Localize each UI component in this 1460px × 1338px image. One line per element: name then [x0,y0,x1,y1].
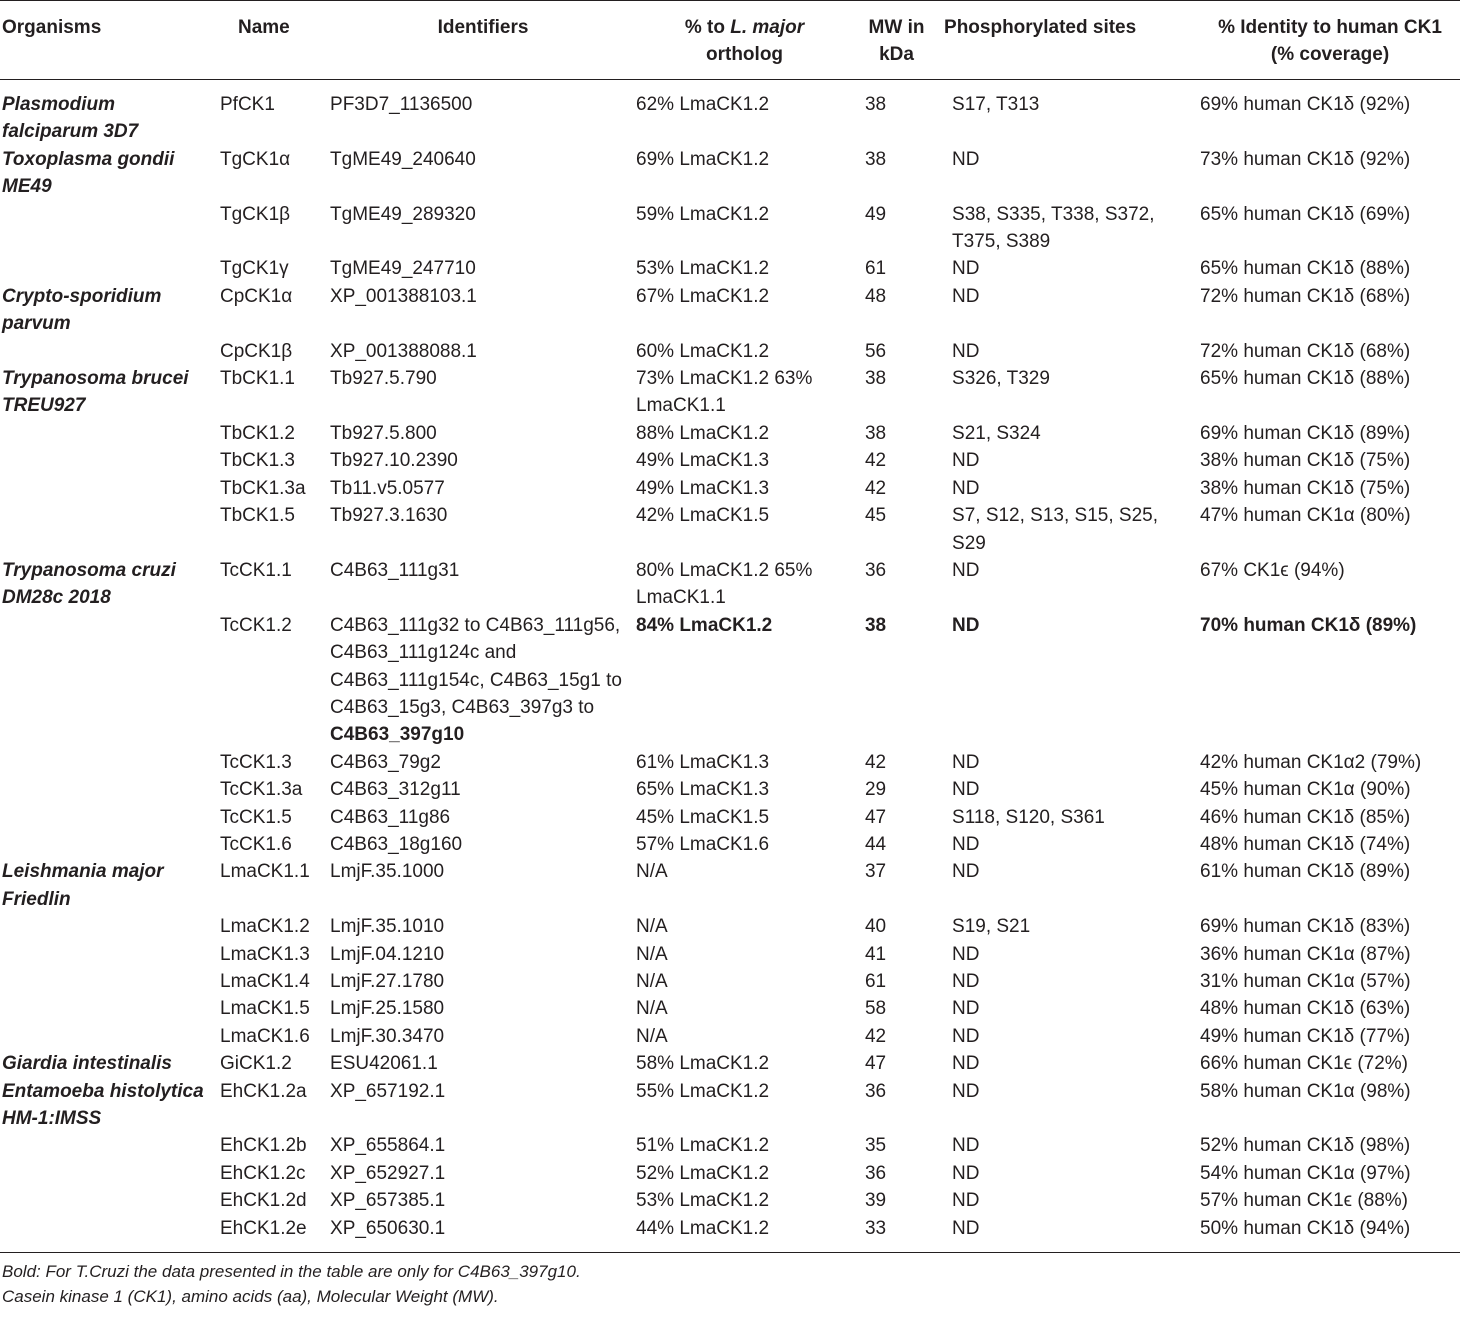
identifier-cell [330,502,636,557]
table-row [0,283,1460,338]
phospho-cell: ND [952,340,980,362]
header-mw [853,1,940,80]
mw-cell: 42 [864,751,887,773]
table-row [0,913,1460,940]
organism-cell [0,255,218,282]
identifier-cell [330,475,636,502]
identity-cell: 57% human CK1ϵ (88%) [1200,1190,1409,1212]
identity-cell: 38% human CK1δ (75%) [1200,450,1411,472]
identifier-cell [330,1078,636,1133]
identifier-cell [330,776,636,803]
phospho-cell: ND [952,861,980,883]
name-cell: EhCK1.2e [220,1217,307,1239]
table-row [0,1023,1460,1050]
lmajor-cell: 80% LmaCK1.2 65% LmaCK1.1 [636,559,813,609]
organism-cell [0,201,218,256]
phospho-cell: S17, T313 [952,94,1040,115]
lmajor-cell: N/A [636,916,668,938]
lmajor-cell: 60% LmaCK1.2 [636,340,770,362]
identity-cell: 47% human CK1α (80%) [1200,505,1411,527]
phospho-cell: ND [952,477,980,499]
organism-cell: Trypanosoma brucei TREU927 [2,368,189,417]
name-cell: EhCK1.2d [220,1190,307,1212]
name-cell: LmaCK1.4 [220,971,310,992]
header-mw-line2: kDa [879,44,914,65]
lmajor-cell: 59% LmaCK1.2 [636,203,770,225]
lmajor-cell: N/A [636,861,668,883]
mw-cell: 36 [864,1080,887,1102]
name-cell: TcCK1.1 [220,559,292,581]
identifier-text: PF3D7_1136500 [330,94,473,115]
name-cell: LmaCK1.2 [220,916,310,938]
name-cell: TbCK1.3a [220,477,306,499]
identity-cell: 36% human CK1α (87%) [1200,943,1411,965]
table-row [0,146,1460,201]
mw-cell: 49 [864,203,887,225]
mw-cell: 36 [864,1162,887,1184]
phospho-cell: ND [952,1080,980,1102]
table-row [0,201,1460,256]
lmajor-cell: 62% LmaCK1.2 [636,94,770,115]
table-row [0,941,1460,968]
identifier-text: XP_001388088.1 [330,340,477,362]
organism-cell [0,420,218,447]
phospho-cell: ND [952,614,980,636]
identity-cell: 48% human CK1δ (74%) [1200,833,1411,855]
identifier-cell [330,80,636,146]
identifier-text: C4B63_11g86 [330,806,451,828]
identifier-text: LmjF.25.1580 [330,998,445,1020]
table-row [0,475,1460,502]
identifier-cell [330,338,636,365]
identifier-cell [330,612,636,749]
identity-cell: 61% human CK1δ (89%) [1200,861,1411,883]
mw-cell: 44 [864,833,887,855]
name-cell: LmaCK1.5 [220,998,310,1020]
phospho-cell: ND [952,998,980,1020]
phospho-cell: ND [952,971,980,992]
identifier-text: C4B63_79g2 [330,751,441,773]
mw-cell: 42 [864,477,887,499]
phospho-cell: S38, S335, T338, S372, T375, S389 [952,203,1155,253]
identifier-text: XP_650630.1 [330,1217,446,1239]
name-cell: TcCK1.5 [220,806,292,828]
identifier-text: C4B63_111g31 [330,559,460,581]
identity-cell: 65% human CK1δ (88%) [1200,258,1411,280]
lmajor-cell: 65% LmaCK1.3 [636,779,770,801]
identity-cell: 70% human CK1δ (89%) [1200,614,1417,636]
table-row [0,831,1460,858]
table-row [0,1078,1460,1133]
identity-cell: 69% human CK1δ (83%) [1200,916,1411,938]
identity-cell: 73% human CK1δ (92%) [1200,148,1411,170]
identifier-cell [330,447,636,474]
lmajor-cell: 49% LmaCK1.3 [636,477,770,499]
lmajor-cell: 51% LmaCK1.2 [636,1135,770,1157]
name-cell: CpCK1β [220,340,293,362]
identity-cell: 67% CK1ϵ (94%) [1200,559,1345,581]
mw-cell: 42 [864,1025,887,1047]
phospho-cell: ND [952,1135,980,1157]
name-cell: TgCK1β [220,203,291,225]
organism-cell [0,913,218,940]
identity-cell: 50% human CK1δ (94%) [1200,1217,1411,1239]
organism-cell: Giardia intestinalis [2,1053,172,1075]
phospho-cell: ND [952,1025,980,1047]
mw-cell: 45 [864,505,887,527]
lmajor-cell: N/A [636,971,668,992]
name-cell: TbCK1.5 [220,505,295,527]
identifier-cell [330,365,636,420]
phospho-cell: ND [952,779,980,801]
organism-cell: Toxoplasma gondii ME49 [2,148,175,198]
lmajor-cell: 42% LmaCK1.5 [636,505,770,527]
identifier-cell [330,831,636,858]
lmajor-cell: 49% LmaCK1.3 [636,450,770,472]
header-identity-line2: (% coverage) [1270,44,1390,65]
identifier-text: LmjF.04.1210 [330,943,445,965]
identifier-text: XP_657385.1 [330,1190,446,1212]
mw-cell: 38 [864,614,887,636]
organism-cell [0,804,218,831]
name-cell: CpCK1α [220,285,293,307]
lmajor-cell: 58% LmaCK1.2 [636,1053,770,1075]
phospho-cell: ND [952,943,980,965]
identifier-text: Tb927.5.800 [330,422,437,444]
organism-cell [0,831,218,858]
table-row [0,557,1460,612]
table-row [0,338,1460,365]
header-identifiers: Identifiers [437,17,529,38]
identifier-cell [330,255,636,282]
lmajor-cell: 69% LmaCK1.2 [636,148,770,170]
phospho-cell: S19, S21 [952,916,1031,938]
organism-cell: Plasmodium falciparum 3D7 [2,94,139,143]
identifier-cell [330,858,636,913]
name-cell: EhCK1.2b [220,1135,307,1157]
phospho-cell: ND [952,1162,980,1184]
header-organisms: Organisms [2,17,102,38]
identity-cell: 48% human CK1δ (63%) [1200,998,1411,1020]
phospho-cell: ND [952,833,980,855]
identifier-text: C4B63_111g32 to C4B63_111g56, C4B63_111g124c and C4B63_111g154c, C4B63_15g1 to C4B63_15g3, C4B63_397g3 to [330,614,622,718]
mw-cell: 38 [864,422,887,444]
organism-cell [0,1132,218,1159]
identity-cell: 65% human CK1δ (88%) [1200,368,1411,390]
table-body [0,80,1460,1253]
phospho-cell: ND [952,148,980,170]
identifier-cell [330,968,636,995]
identifier-text: XP_657192.1 [330,1080,446,1102]
table-row [0,447,1460,474]
identifier-cell [330,283,636,338]
identity-cell: 31% human CK1α (57%) [1200,971,1411,992]
organism-cell [0,995,218,1022]
identifier-cell [330,995,636,1022]
header-lmajor-italic: L. major [730,17,805,38]
identity-cell: 58% human CK1α (98%) [1200,1080,1411,1102]
phospho-cell: ND [952,258,980,280]
identity-cell: 66% human CK1ϵ (72%) [1200,1053,1409,1075]
mw-cell: 38 [864,94,887,115]
mw-cell: 36 [864,559,887,581]
table-row [0,804,1460,831]
organism-cell [0,776,218,803]
lmajor-cell: 44% LmaCK1.2 [636,1217,770,1239]
identity-cell: 38% human CK1δ (75%) [1200,477,1411,499]
lmajor-cell: 84% LmaCK1.2 [636,614,773,636]
table-row [0,1132,1460,1159]
identifier-cell [330,1050,636,1077]
name-cell: LmaCK1.3 [220,943,310,965]
lmajor-cell: N/A [636,943,668,965]
mw-cell: 29 [864,779,887,801]
identity-cell: 54% human CK1α (97%) [1200,1162,1411,1184]
table-row [0,968,1460,995]
name-cell: EhCK1.2a [220,1080,307,1102]
identifier-cell [330,146,636,201]
mw-cell: 42 [864,450,887,472]
phospho-cell: ND [952,751,980,773]
identifier-text: Tb927.10.2390 [330,450,458,472]
organism-cell: Crypto-sporidium parvum [2,285,162,335]
lmajor-cell: 52% LmaCK1.2 [636,1162,770,1184]
organism-cell [0,1160,218,1187]
table-row [0,1215,1460,1253]
identity-cell: 46% human CK1δ (85%) [1200,806,1411,828]
phospho-cell: ND [952,285,980,307]
identifier-cell [330,913,636,940]
organism-cell [0,1215,218,1253]
mw-cell: 41 [864,943,887,965]
name-cell: TcCK1.3 [220,751,292,773]
identifier-text: TgME49_247710 [330,258,476,280]
identity-cell: 52% human CK1δ (98%) [1200,1135,1411,1157]
identifier-text: ESU42061.1 [330,1053,438,1075]
header-lmajor-post: ortholog [706,44,784,65]
identifier-cell [330,557,636,612]
phospho-cell: S7, S12, S13, S15, S25, S29 [952,505,1158,554]
lmajor-cell: 53% LmaCK1.2 [636,258,770,280]
name-cell: GiCK1.2 [220,1053,292,1075]
lmajor-cell: 61% LmaCK1.3 [636,751,770,773]
lmajor-cell: 88% LmaCK1.2 [636,422,770,444]
table-row [0,858,1460,913]
lmajor-cell: 55% LmaCK1.2 [636,1080,770,1102]
mw-cell: 33 [864,1217,887,1239]
phospho-cell: S21, S324 [952,422,1041,444]
name-cell: TbCK1.2 [220,422,295,444]
identifier-cell [330,1215,636,1253]
name-cell: TbCK1.1 [220,368,295,390]
phospho-cell: ND [952,1053,980,1075]
header-row [0,1,1460,80]
mw-cell: 47 [864,806,887,828]
identifier-cell [330,941,636,968]
lmajor-cell: N/A [636,998,668,1020]
organism-cell [0,447,218,474]
table-row [0,420,1460,447]
mw-cell: 38 [864,148,887,170]
identifier-text: XP_655864.1 [330,1135,446,1157]
mw-cell: 37 [864,861,887,883]
table-row [0,776,1460,803]
identifier-cell [330,804,636,831]
header-lmajor-pre: % to [684,17,731,38]
identifier-text: LmjF.35.1010 [330,916,445,938]
organism-cell [0,749,218,776]
identifier-cell [330,1132,636,1159]
header-identity-line1: % Identity to human CK1 [1218,17,1442,38]
mw-cell: 58 [864,998,887,1020]
identifier-text: Tb927.5.790 [330,368,437,390]
header-mw-line1: MW in [868,17,925,38]
identity-cell: 65% human CK1δ (69%) [1200,203,1411,225]
mw-cell: 47 [864,1053,887,1075]
identifier-text: LmjF.30.3470 [330,1025,445,1047]
identifier-text: Tb11.v5.0577 [330,477,445,499]
organism-cell [0,338,218,365]
organism-cell [0,941,218,968]
identifier-bold: C4B63_397g10 [330,724,465,746]
table-row [0,749,1460,776]
footnote-abbrev: Casein kinase 1 (CK1), amino acids (aa), Molecular Weight (MW). [2,1287,499,1307]
header-organisms-name [0,1,330,80]
identity-cell: 69% human CK1δ (92%) [1200,94,1411,115]
name-cell: LmaCK1.1 [220,861,310,883]
organism-cell [0,968,218,995]
identifier-cell [330,420,636,447]
header-lmajor [636,1,853,80]
identifier-text: C4B63_18g160 [330,833,463,855]
lmajor-cell: 45% LmaCK1.5 [636,806,770,828]
name-cell: TgCK1γ [220,258,289,280]
table-row [0,995,1460,1022]
mw-cell: 61 [864,258,887,280]
mw-cell: 39 [864,1190,887,1212]
identifier-cell [330,749,636,776]
identity-cell: 45% human CK1α (90%) [1200,779,1411,801]
lmajor-cell: 73% LmaCK1.2 63% LmaCK1.1 [636,368,813,417]
identity-cell: 72% human CK1δ (68%) [1200,285,1411,307]
lmajor-cell: 57% LmaCK1.6 [636,833,770,855]
phospho-cell: S326, T329 [952,368,1050,390]
name-cell: PfCK1 [220,94,275,115]
identifier-text: TgME49_289320 [330,203,476,225]
phospho-cell: S118, S120, S361 [952,806,1105,828]
footnote-bold: Bold: For T.Cruzi the data presented in the table are only for C4B63_397g10. [2,1262,581,1282]
mw-cell: 38 [864,368,887,390]
phospho-cell: ND [952,559,980,581]
phospho-cell: ND [952,450,980,472]
identifier-cell [330,1187,636,1214]
name-cell: LmaCK1.6 [220,1025,310,1047]
identifier-cell [330,1160,636,1187]
identifier-text: C4B63_312g11 [330,779,461,801]
identifier-text: LmjF.35.1000 [330,861,445,883]
mw-cell: 40 [864,916,887,938]
table-row [0,612,1460,749]
table-row [0,1050,1460,1077]
name-cell: EhCK1.2c [220,1162,306,1184]
mw-cell: 48 [864,285,887,307]
lmajor-cell: 53% LmaCK1.2 [636,1190,770,1212]
lmajor-cell: N/A [636,1025,668,1047]
organism-cell: Leishmania major Friedlin [2,861,164,910]
mw-cell: 35 [864,1135,887,1157]
identifier-cell [330,201,636,256]
table-row [0,502,1460,557]
identifier-text: TgME49_240640 [330,148,476,170]
organism-cell [0,475,218,502]
lmajor-cell: 67% LmaCK1.2 [636,285,770,307]
identity-cell: 49% human CK1δ (77%) [1200,1025,1411,1047]
organism-cell: Entamoeba histolytica HM-1:IMSS [2,1080,204,1130]
organism-cell [0,1023,218,1050]
table-row [0,1187,1460,1214]
name-cell: TcCK1.3a [220,779,303,801]
mw-cell: 56 [864,340,887,362]
name-cell: TcCK1.2 [220,614,292,636]
header-name: Name [238,17,290,38]
organism-cell: Trypanosoma cruzi DM28c 2018 [2,559,176,609]
identifier-text: LmjF.27.1780 [330,971,445,992]
header-phospho: Phosphorylated sites [944,17,1137,38]
organism-cell [0,612,218,749]
name-cell: TcCK1.6 [220,833,292,855]
identity-cell: 42% human CK1α2 (79%) [1200,751,1422,773]
identifier-cell [330,1023,636,1050]
table-row [0,255,1460,282]
identifier-text: Tb927.3.1630 [330,505,448,527]
phospho-cell: ND [952,1190,980,1212]
name-cell: TgCK1α [220,148,291,170]
identity-cell: 72% human CK1δ (68%) [1200,340,1411,362]
phospho-cell: ND [952,1217,980,1239]
identifier-text: XP_001388103.1 [330,285,477,307]
mw-cell: 61 [864,971,887,992]
organism-cell [0,1187,218,1214]
identity-cell: 69% human CK1δ (89%) [1200,422,1411,444]
table-row [0,1160,1460,1187]
table-row [0,365,1460,420]
table-row [0,80,1460,146]
name-cell: TbCK1.3 [220,450,295,472]
header-identity [1200,1,1460,80]
identifier-text: XP_652927.1 [330,1162,446,1184]
organism-cell [0,502,218,557]
